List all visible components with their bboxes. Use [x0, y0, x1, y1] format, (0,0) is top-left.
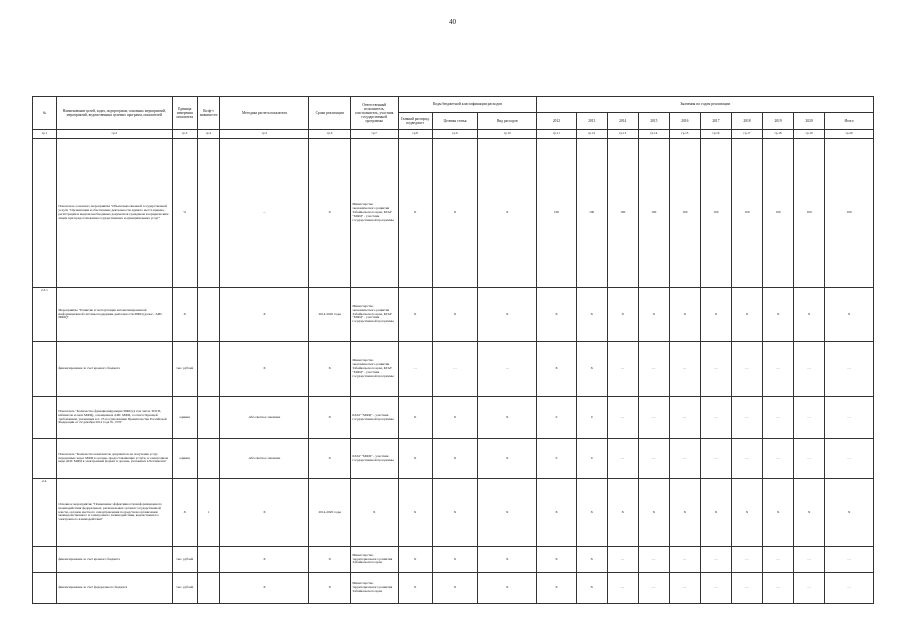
cell-code: X [478, 288, 537, 342]
cell-responsible: КГАУ "МФЦ" - участник государственной программы [350, 439, 398, 479]
table-row [33, 479, 874, 547]
cell-value: 100 [537, 139, 576, 288]
column-number: гр.8 [398, 130, 432, 139]
cell-unit: тыс. рублей [172, 573, 197, 604]
cell-code: … [398, 342, 432, 397]
cell-value: … [669, 439, 700, 479]
column-number: гр.18 [763, 130, 794, 139]
cell-code: X [398, 439, 432, 479]
cell-code: X [478, 439, 537, 479]
cell-name: Основное мероприятие "Повышение эффективности информационного взаимодействия федеральных, региональных органов государственной власти, органов местного самоуправления посредством организации межведомственного и электронного взаимодействия, ведомственного электронного взаимодействия" [56, 479, 172, 547]
cell-method: X [220, 288, 309, 342]
table-row [33, 139, 874, 288]
cell-weight [197, 288, 220, 342]
cell-value: X [638, 479, 669, 547]
cell-responsible: Министерство экономического развития Забайкальского края, КГАУ "МФЦ" - участник государственной программы [350, 288, 398, 342]
table-row [33, 547, 874, 573]
cell-period: X [309, 573, 350, 604]
cell-value: 0 [576, 397, 607, 439]
cell-period: 2014-2020 годы [309, 479, 350, 547]
column-number: гр.2 [56, 130, 172, 139]
cell-value: X [700, 288, 731, 342]
cell-period: 2014-2020 годы [309, 288, 350, 342]
cell-total: … [825, 397, 874, 439]
cell-responsible: Министерство территориального развития Забайкальского края [350, 573, 398, 604]
cell-value: X [537, 342, 576, 397]
cell-code: X [432, 397, 478, 439]
table-row [33, 288, 874, 342]
header-year: 2016 [669, 113, 700, 130]
cell-value: … [731, 397, 762, 439]
cell-value: … [794, 397, 825, 439]
cell-responsible: Министерство экономического развития Забайкальского края, КГАУ "МФЦ" - участник государственной программы [350, 342, 398, 397]
cell-value: X [537, 479, 576, 547]
cell-value: … [794, 573, 825, 604]
cell-code: X [398, 479, 432, 547]
column-number: гр.15 [669, 130, 700, 139]
cell-unit: единиц [172, 439, 197, 479]
column-number: гр.20 [825, 130, 874, 139]
column-number: гр.13 [607, 130, 638, 139]
cell-code: … [432, 342, 478, 397]
header-weight: Коэф-т значимости [197, 97, 220, 130]
header-budget-codes: Коды бюджетной классификации расходов [398, 97, 537, 113]
header-method: Методика расчета показателя [220, 97, 309, 130]
cell-code: X [432, 288, 478, 342]
cell-name: Показатель "Количество комплектов документов на получение услуг, переданных через МФЦ в органы, предоставляющие услуги, в электронном виде АИС МФЦ в электронный формат в органы, указанных в Регламенте" [56, 439, 172, 479]
table-row [33, 439, 874, 479]
cell-value: … [669, 397, 700, 439]
cell-total: … [825, 342, 874, 397]
header-year: 2018 [731, 113, 762, 130]
cell-total: X [825, 479, 874, 547]
cell-value: … [794, 439, 825, 479]
cell-value: 100 [700, 139, 731, 288]
cell-value: … [638, 342, 669, 397]
cell-value: … [700, 397, 731, 439]
cell-weight [197, 573, 220, 604]
cell-value: 100 [669, 139, 700, 288]
cell-period: X [309, 139, 350, 288]
cell-value: … [731, 547, 762, 573]
column-numbers-row [33, 130, 874, 139]
cell-code: X [432, 139, 478, 288]
cell-method: X [220, 547, 309, 573]
cell-value: 100 [638, 139, 669, 288]
cell-number [33, 342, 57, 397]
header-code-gr: Главный распоряд. подведомст [398, 113, 432, 130]
cell-responsible: Министерство территориального развития Забайкальского края [350, 547, 398, 573]
cell-code: X [398, 573, 432, 604]
cell-weight [197, 342, 220, 397]
cell-code: X [478, 573, 537, 604]
cell-value: … [731, 342, 762, 397]
cell-value: X [763, 479, 794, 547]
column-number: гр.5 [220, 130, 309, 139]
column-number: гр.12 [576, 130, 607, 139]
column-number: гр.19 [794, 130, 825, 139]
cell-value: … [700, 573, 731, 604]
cell-value: X [731, 479, 762, 547]
cell-weight [197, 439, 220, 479]
cell-value: X [731, 288, 762, 342]
cell-value: X [537, 573, 576, 604]
cell-name: Показатель основного мероприятия "Объем выполненной государственной услуги "Организация и обеспечение деятельности единого места приема, регистрации и выдачи необходимых документов гражданам и юридическим лицам при предоставлении государственных и муниципальных услуг" [56, 139, 172, 288]
column-number: гр.3 [172, 130, 197, 139]
cell-code: X [398, 288, 432, 342]
cell-method: X [220, 573, 309, 604]
cell-value: … [763, 397, 794, 439]
cell-value: X [669, 479, 700, 547]
header-year: 2019 [763, 113, 794, 130]
cell-code: X [478, 547, 537, 573]
table-row [33, 397, 874, 439]
cell-value: X [537, 547, 576, 573]
cell-weight [197, 547, 220, 573]
cell-value: … [700, 547, 731, 573]
cell-value: … [700, 342, 731, 397]
cell-value: … [763, 342, 794, 397]
header-year: 2020 [794, 113, 825, 130]
cell-value: X [576, 547, 607, 573]
column-number: гр.10 [478, 130, 537, 139]
cell-value: X [576, 288, 607, 342]
cell-value: X [576, 342, 607, 397]
cell-value: … [794, 342, 825, 397]
column-number: гр.1 [33, 130, 57, 139]
header-code-vr: Вид расходов [478, 113, 537, 130]
cell-method: Абсолютное значение [220, 439, 309, 479]
cell-value: X [669, 288, 700, 342]
header-year: 2017 [700, 113, 731, 130]
cell-unit: X [172, 288, 197, 342]
cell-period: X [309, 439, 350, 479]
cell-value: … [638, 547, 669, 573]
cell-value: … [763, 439, 794, 479]
cell-name: Показатель "Количество функционирующих МФЦ (в том числе ТОСП, кабинетов и окон МФЦ), оснащенных АИС МФЦ, соответствующей требованиям, указанным в п. 25 постановления Правительства Российской Федерации от 22 декабря 2012 года № 1376" [56, 397, 172, 439]
cell-value: 0 [537, 439, 576, 479]
cell-name: финансирование за счет краевого бюджета [56, 342, 172, 397]
cell-period: X [309, 342, 350, 397]
cell-value: X [576, 573, 607, 604]
cell-code: X [478, 139, 537, 288]
header-year: 2012 [537, 113, 576, 130]
cell-value: 100 [607, 139, 638, 288]
cell-value: … [763, 573, 794, 604]
header-unit: Единица измерения показателя [172, 97, 197, 130]
cell-number [33, 573, 57, 604]
cell-unit: единиц [172, 397, 197, 439]
cell-weight [197, 139, 220, 288]
cell-value: … [763, 547, 794, 573]
cell-value: X [794, 288, 825, 342]
table-row [33, 573, 874, 604]
header-year: 2015 [638, 113, 669, 130]
header-responsible: Ответственный исполнитель, соисполнитель, участник государственной программы [350, 97, 398, 130]
cell-unit: тыс. рублей [172, 547, 197, 573]
cell-value: X [576, 479, 607, 547]
column-number: гр.4 [197, 130, 220, 139]
cell-value: … [700, 439, 731, 479]
cell-value: 100 [576, 139, 607, 288]
cell-unit: % [172, 139, 197, 288]
header-number: № [33, 97, 57, 130]
cell-code: X [398, 547, 432, 573]
cell-value: 100 [763, 139, 794, 288]
page-number: 40 [449, 18, 456, 26]
cell-responsible: КГАУ "МФЦ" - участник государственной программы [350, 397, 398, 439]
cell-value: … [607, 397, 638, 439]
cell-name: финансирование за счет федерального бюджета [56, 573, 172, 604]
cell-period: X [309, 397, 350, 439]
header-year: 2013 [576, 113, 607, 130]
cell-value: X [638, 288, 669, 342]
cell-responsible: X [350, 479, 398, 547]
cell-value: X [607, 288, 638, 342]
cell-number [33, 397, 57, 439]
column-number: гр.14 [638, 130, 669, 139]
cell-value: 100 [731, 139, 762, 288]
cell-value: … [669, 547, 700, 573]
header-year: 2014 [607, 113, 638, 130]
cell-total: … [825, 439, 874, 479]
cell-value: X [607, 479, 638, 547]
cell-value: … [638, 439, 669, 479]
cell-period: X [309, 547, 350, 573]
cell-code: X [398, 139, 432, 288]
cell-method: X [220, 479, 309, 547]
header-row-1 [33, 97, 874, 113]
header-code-cs: Целевая статья [432, 113, 478, 130]
cell-value: X [763, 288, 794, 342]
cell-value: … [794, 547, 825, 573]
cell-weight [197, 397, 220, 439]
cell-number [33, 139, 57, 288]
cell-value: 100 [794, 139, 825, 288]
cell-value: … [607, 439, 638, 479]
program-table [32, 96, 874, 604]
column-number: гр.6 [309, 130, 350, 139]
cell-number: 2.4. [33, 479, 57, 547]
header-name: Наименование целей, задач, подпрограмм, основных мероприятий, мероприятий, ведомственных целевых программ, показателей [56, 97, 172, 130]
table-row [33, 342, 874, 397]
column-number: гр.16 [700, 130, 731, 139]
cell-value: … [669, 342, 700, 397]
cell-value: X [794, 479, 825, 547]
cell-method: X [220, 342, 309, 397]
cell-method: … [220, 139, 309, 288]
cell-total: X [825, 288, 874, 342]
cell-value: 0 [537, 397, 576, 439]
cell-total: 100 [825, 139, 874, 288]
column-number: гр.9 [432, 130, 478, 139]
cell-unit: тыс. рублей [172, 342, 197, 397]
cell-value: … [638, 573, 669, 604]
cell-value: … [669, 573, 700, 604]
cell-total: … [825, 573, 874, 604]
cell-value: … [607, 342, 638, 397]
cell-value: … [638, 397, 669, 439]
cell-code: X [398, 397, 432, 439]
header-year-values: Значения по годам реализации [537, 97, 874, 113]
cell-value: … [607, 573, 638, 604]
cell-total: … [825, 547, 874, 573]
cell-code: X [432, 479, 478, 547]
cell-code: … [478, 342, 537, 397]
header-period: Сроки реализации [309, 97, 350, 130]
cell-name: финансирование за счет краевого бюджета [56, 547, 172, 573]
column-number: гр.11 [537, 130, 576, 139]
cell-code: X [478, 479, 537, 547]
cell-method: Абсолютное значение [220, 397, 309, 439]
cell-number [33, 439, 57, 479]
cell-value: X [700, 479, 731, 547]
cell-code: X [478, 397, 537, 439]
cell-value: … [731, 573, 762, 604]
cell-responsible: Министерство экономического развития Забайкальского края, КГАУ "МФЦ" - участник государственной программы [350, 139, 398, 288]
cell-number [33, 547, 57, 573]
cell-value: … [731, 439, 762, 479]
cell-number: 2.3.1 [33, 288, 57, 342]
cell-value: 0 [576, 439, 607, 479]
cell-name: Мероприятие "Развитие и эксплуатация автоматизированной информационной системы поддержки деятельности МФЦ (далее - АИС МФЦ)" [56, 288, 172, 342]
column-number: гр.17 [731, 130, 762, 139]
cell-code: X [432, 573, 478, 604]
cell-unit: X [172, 479, 197, 547]
column-number: гр.7 [350, 130, 398, 139]
header-total: Итого [825, 113, 874, 130]
cell-value: … [607, 547, 638, 573]
cell-weight: 1 [197, 479, 220, 547]
cell-code: X [432, 547, 478, 573]
cell-code: X [432, 439, 478, 479]
cell-value: X [537, 288, 576, 342]
